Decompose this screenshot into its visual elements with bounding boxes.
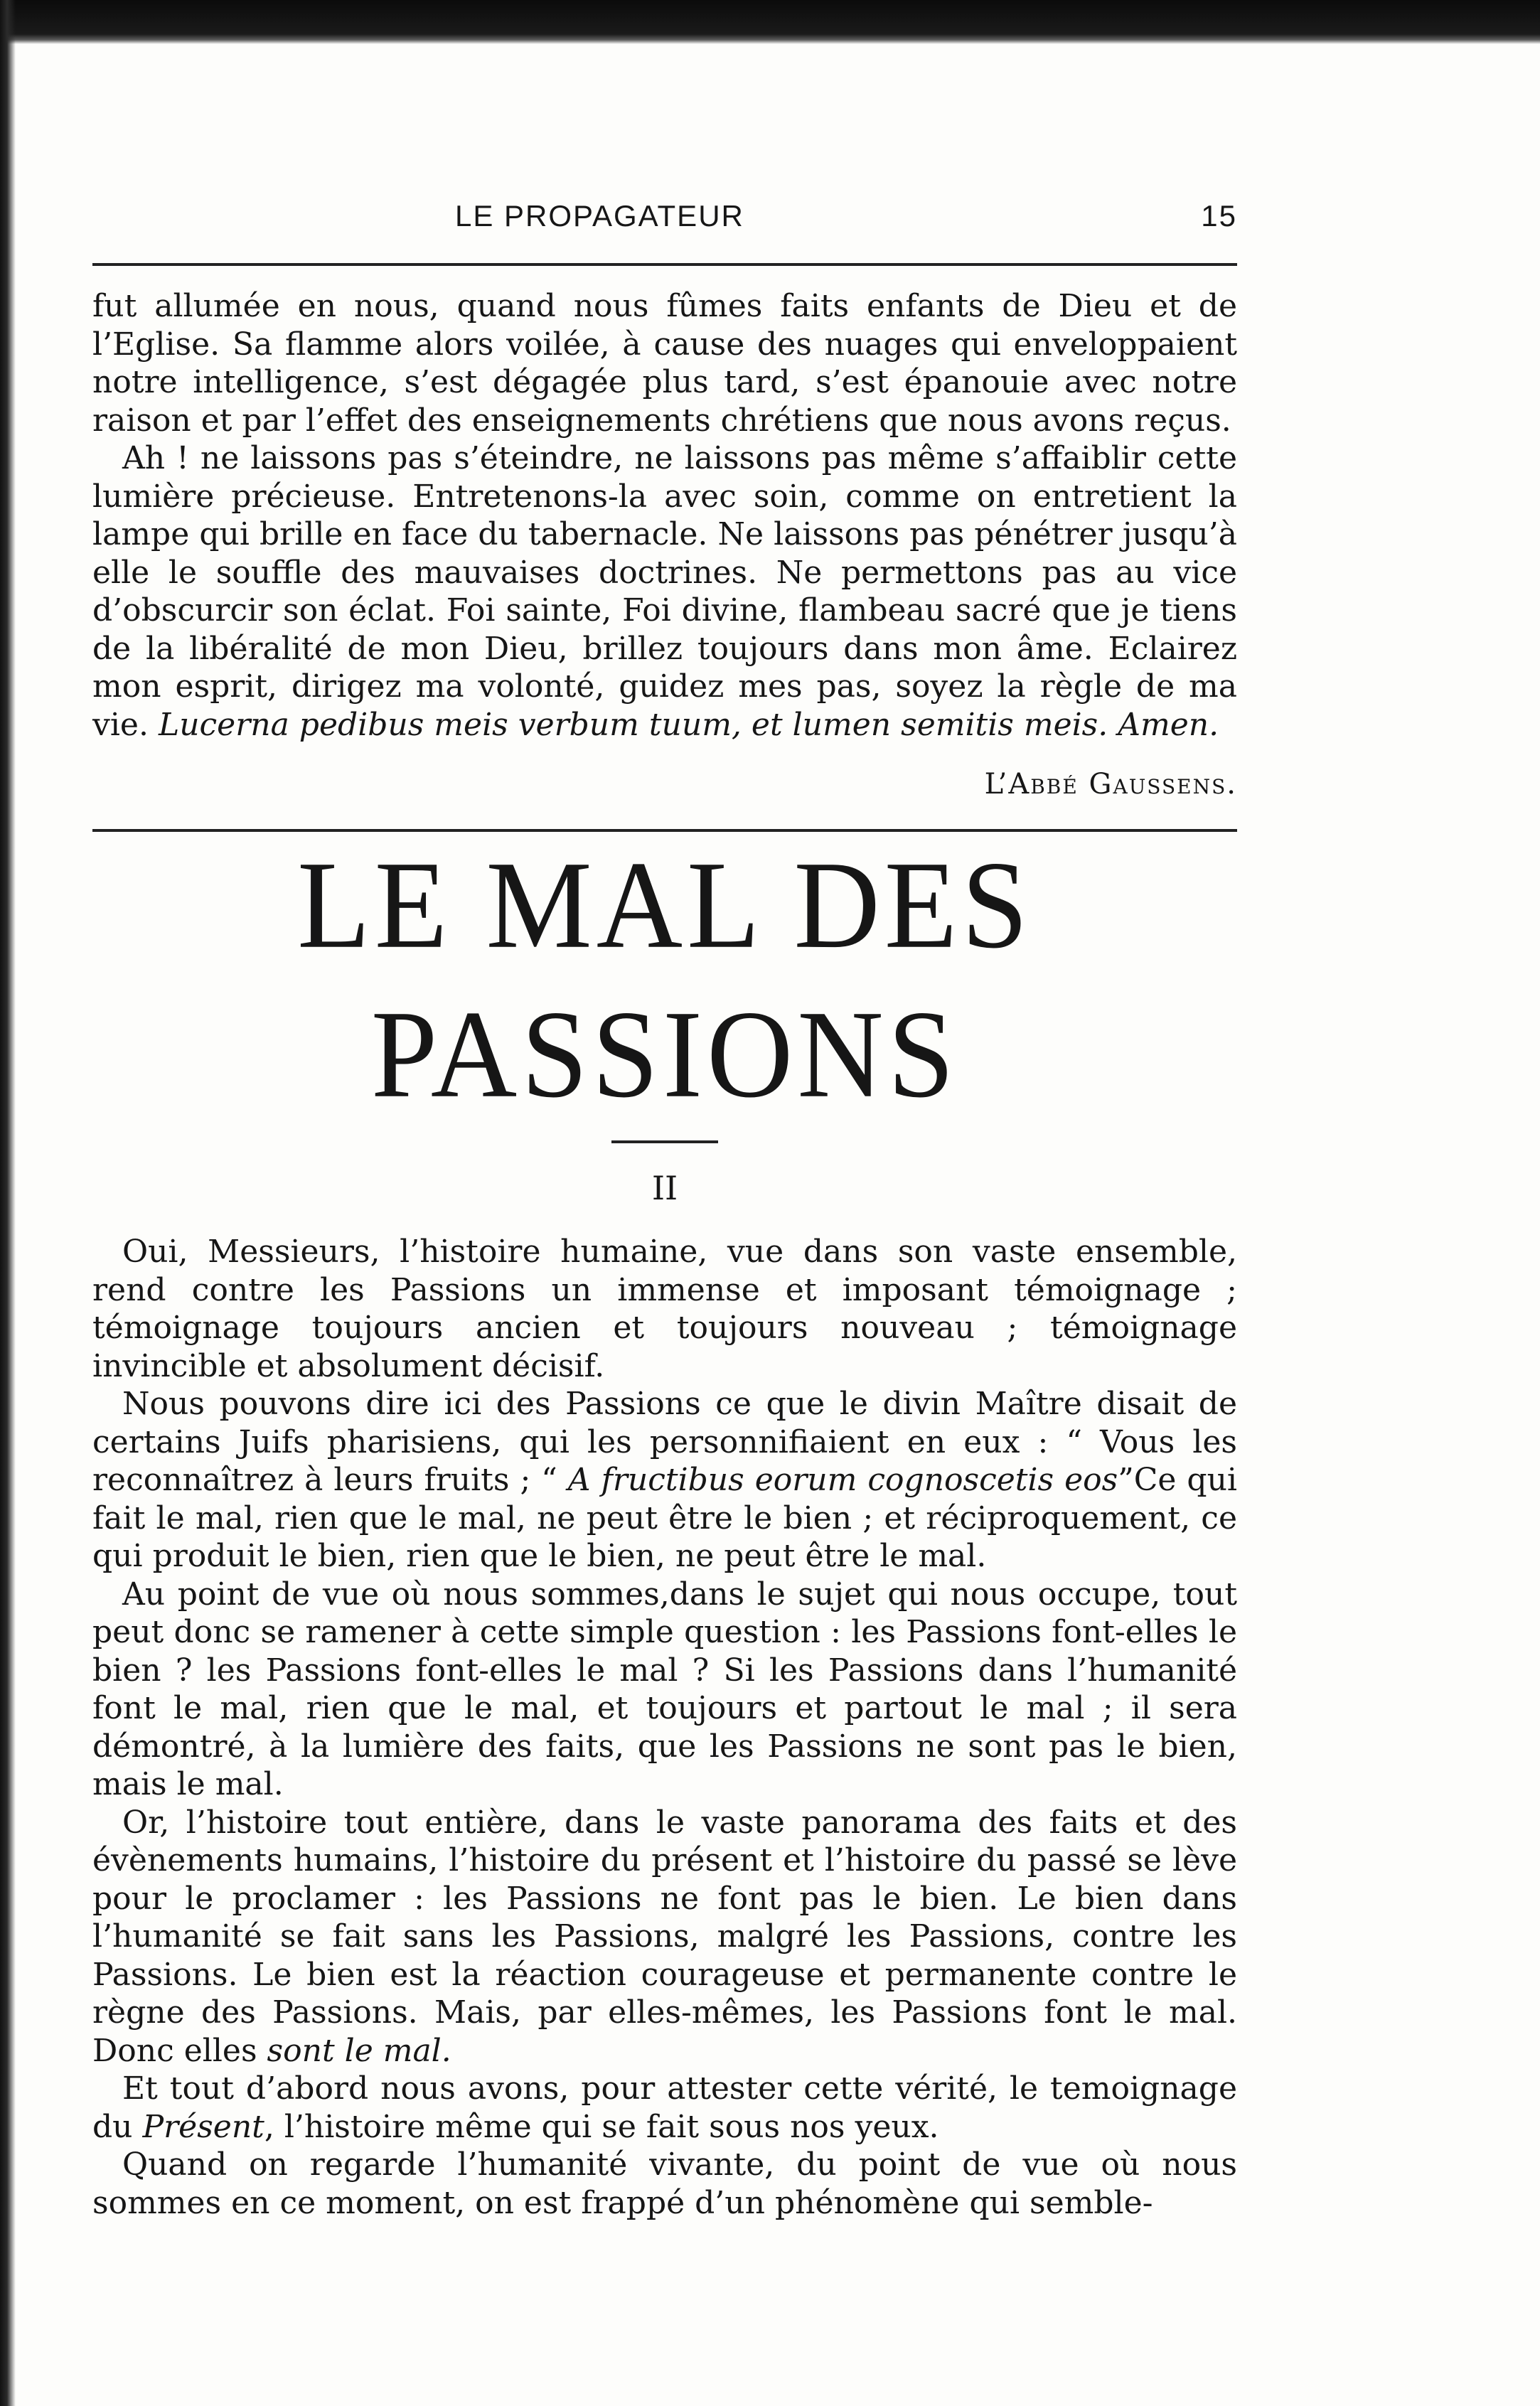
paragraph-text: Et tout d’abord nous avons, pour attester cette vérité, le temoignage du [92,2070,1237,2145]
author-signature: L’Abbé Gaussens. [984,768,1237,801]
scan-left-edge [0,0,16,2406]
paragraph [92,439,1237,744]
title-underline [611,1140,718,1143]
paragraph: Quand on regarde l’humanité vivante, du point de vue où nous sommes en ce moment, on est frappé d’un phénomène qui semble- [92,2146,1237,2221]
section-title: LE MAL DES PASSIONS [297,835,1032,1124]
header-rule [92,263,1237,266]
paragraph: Oui, Messieurs, l’histoire humaine, vue dans son vaste ensemble, rend contre les Passions un immense et imposant témoignage ; témoignage toujours ancien et toujours nouveau ; témoignage invincible et absolument décisif. [92,1234,1237,1384]
italic-phrase: sont le mal. [267,2032,451,2069]
paragraph [92,2070,1237,2146]
latin-quote: Lucerna pedibus meis verbum tuum, et lumen semitis meis. Amen. [158,706,1219,743]
paragraph [92,1804,1237,2070]
page [92,192,1237,2222]
page-number: 15 [1201,199,1237,232]
paragraph-text: Or, l’histoire tout entière, dans le vaste panorama des faits et des évènements humains, l’histoire du présent et l’histoire du passé se lève pour le proclamer : les Passions ne font pas le bien. Le bien dans l’humanité se fait sans les Passions, malgré les Passions, contre les Passions. Le bien est la réaction courageuse et permanente contre le règne des Passions. Mais, par elles-mêmes, les Passions font le mal. Donc elles [92,1804,1237,2069]
paragraph-text: ”Ce qui fait le mal, rien que le mal, ne peut être le bien ; et réciproquement, ce qui produit le bien, rien que le bien, ne peut être le mal. [92,1462,1238,1574]
journal-title: LE PROPAGATEUR [455,199,744,232]
running-head [92,192,1237,242]
section-numeral: II [651,1169,678,1207]
paragraph [92,1385,1237,1576]
paragraph-text: Ah ! ne laissons pas s’éteindre, ne laissons pas même s’affaiblir cette lumière précieuse. Entretenons-la avec soin, comme on entretient la lampe qui brille en face du tabernacle. Ne laissons pas pénétrer jusqu’à elle le souffle des mauvaises doctrines. Ne permettons pas au vice d’obscurcir son éclat. Foi sainte, Foi divine, flambeau sacré que je tiens de la libéralité de mon Dieu, brillez toujours dans mon âme. Eclairez mon esprit, dirigez ma volonté, guidez mes pas, soyez la règle de ma vie. [92,440,1237,743]
article-body [92,1233,1237,2222]
paragraph: Au point de vue où nous sommes,dans le sujet qui nous occupe, tout peut donc se ramener à cette simple question : les Passions font-elles le bien ? les Passions font-elles le mal ? Si les Passions dans l’humanité font le mal, rien que le mal, et toujours et partout le mal ; il sera démontré, à la lumière des faits, que les Passions ne sont pas le bien, mais le mal. [92,1576,1237,1802]
latin-quote: A fructibus eorum cognoscetis eos [567,1462,1118,1498]
scan-top-edge [0,0,1540,44]
previous-article [92,287,1237,801]
paragraph-text: , l’histoire même qui se fait sous nos yeux. [264,2108,939,2145]
paragraph: fut allumée en nous, quand nous fûmes faits enfants de Dieu et de l’Eglise. Sa flamme alors voilée, à cause des nuages qui enveloppaient notre intelligence, s’est dégagée plus tard, s’est épanouie avec notre raison et par l’effet des enseignements chrétiens que nous avons reçus. [92,288,1237,439]
paragraph-text: Nous pouvons dire ici des Passions ce que le divin Maître disait de certains Juifs pharisiens, qui les personnifiaient en eux : “ Vous les reconnaîtrez à leurs fruits ; “ [92,1386,1237,1498]
italic-word: Présent [142,2108,264,2145]
